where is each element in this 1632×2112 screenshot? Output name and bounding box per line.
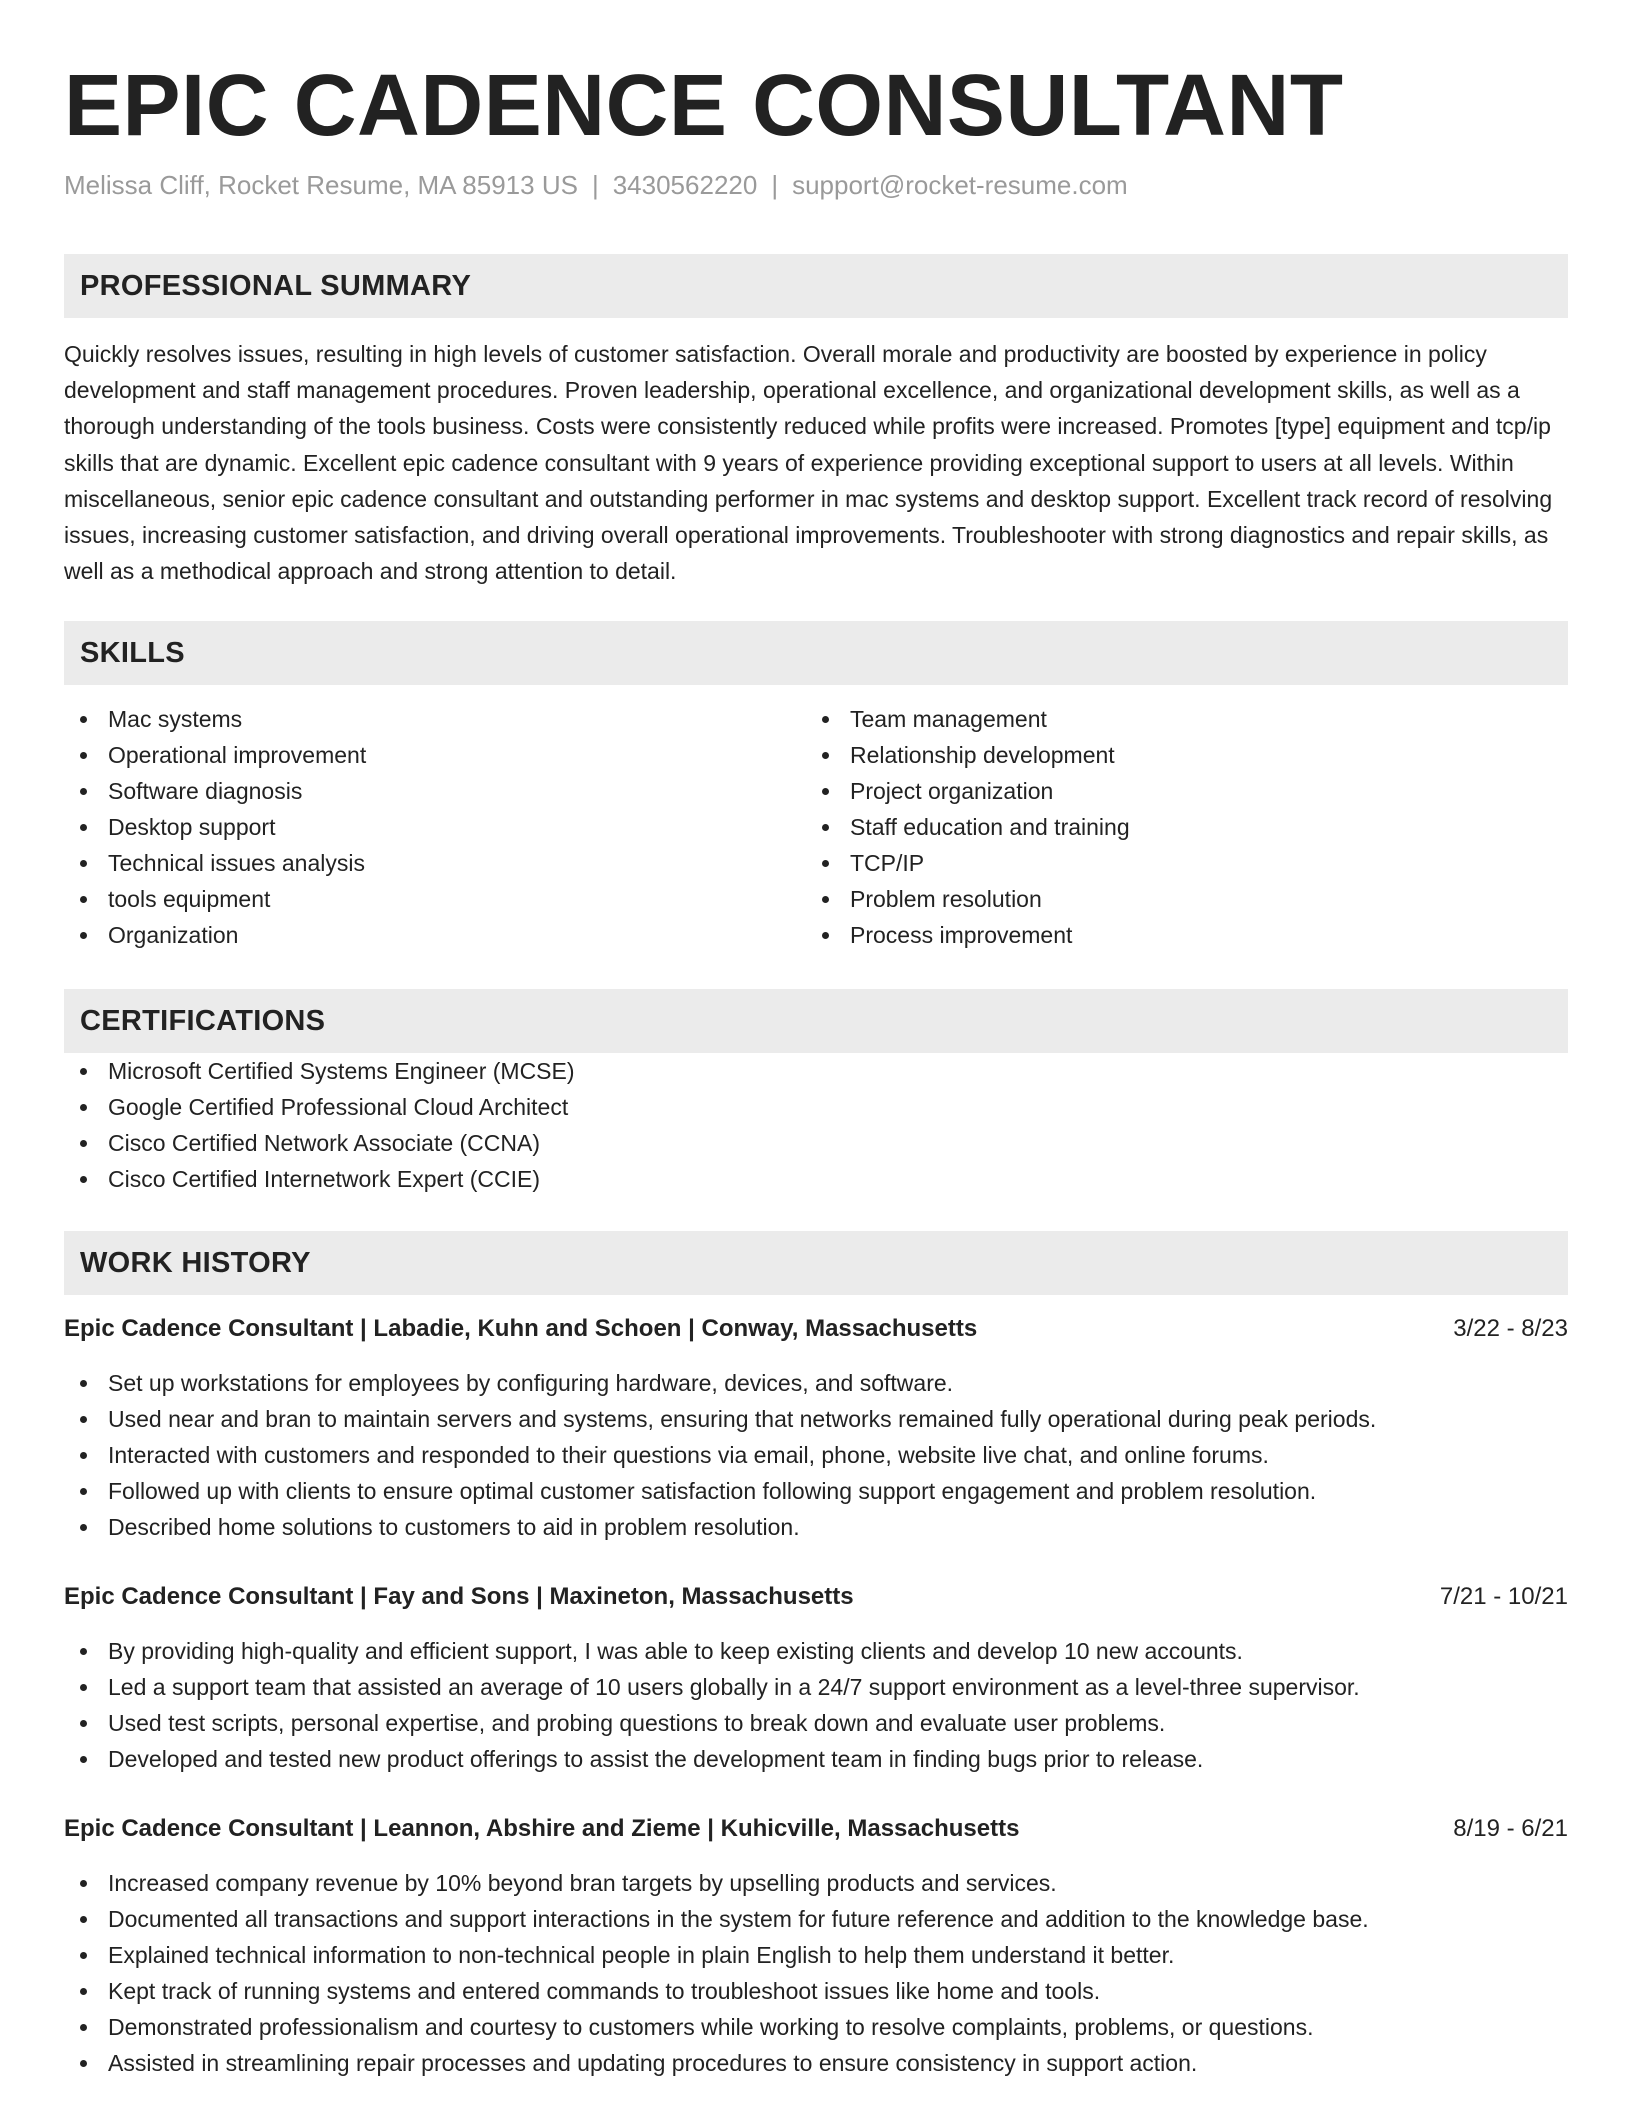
skill-item: Desktop support bbox=[64, 809, 806, 845]
certification-item: Google Certified Professional Cloud Architect bbox=[64, 1089, 1568, 1125]
skills-list bbox=[64, 701, 806, 953]
job-bullet: Explained technical information to non-technical people in plain English to help them understand it better. bbox=[64, 1937, 1568, 1973]
skill-item: Staff education and training bbox=[806, 809, 1548, 845]
section-header-work-history bbox=[64, 1231, 1568, 1295]
skill-item: Technical issues analysis bbox=[64, 845, 806, 881]
job-bullet: Documented all transactions and support interactions in the system for future reference and addition to the knowledge base. bbox=[64, 1901, 1568, 1937]
skill-item: TCP/IP bbox=[806, 845, 1548, 881]
job-entry bbox=[64, 1579, 1568, 1777]
job-bullet: Developed and tested new product offerings to assist the development team in finding bugs prior to release. bbox=[64, 1741, 1568, 1777]
section-title: WORK HISTORY bbox=[80, 1246, 311, 1279]
job-bullet: Increased company revenue by 10% beyond bran targets by upselling products and services. bbox=[64, 1865, 1568, 1901]
contact-line bbox=[64, 168, 1568, 202]
job-bullets bbox=[64, 1365, 1568, 1545]
job-entry bbox=[64, 1311, 1568, 1545]
job-bullet: Used near and bran to maintain servers and systems, ensuring that networks remained fully operational during peak periods. bbox=[64, 1401, 1568, 1437]
job-bullet: By providing high-quality and efficient support, I was able to keep existing clients and develop 10 new accounts. bbox=[64, 1633, 1568, 1669]
job-bullet: Led a support team that assisted an average of 10 users globally in a 24/7 support environment as a level-three supervisor. bbox=[64, 1669, 1568, 1705]
job-header bbox=[64, 1311, 1568, 1347]
contact-separator: | bbox=[771, 170, 779, 200]
skill-item: Project organization bbox=[806, 773, 1548, 809]
job-title: Epic Cadence Consultant | Leannon, Abshire and Zieme | Kuhicville, Massachusetts bbox=[64, 1815, 1020, 1843]
job-title: Epic Cadence Consultant | Fay and Sons | Maxineton, Massachusetts bbox=[64, 1583, 854, 1611]
skill-item: Process improvement bbox=[806, 917, 1548, 953]
contact-phone: 3430562220 bbox=[612, 170, 758, 200]
job-dates: 3/22 - 8/23 bbox=[1453, 1315, 1568, 1343]
certification-item: Microsoft Certified Systems Engineer (MCSE) bbox=[64, 1053, 1568, 1089]
contact-address: Melissa Cliff, Rocket Resume, MA 85913 US bbox=[64, 170, 578, 200]
section-title: PROFESSIONAL SUMMARY bbox=[80, 269, 472, 302]
skill-item: Relationship development bbox=[806, 737, 1548, 773]
section-title: CERTIFICATIONS bbox=[80, 1004, 326, 1037]
summary-text: Quickly resolves issues, resulting in high levels of customer satisfaction. Overall morale and productivity are boosted by experience in policy development and staff management procedures. Proven leadership, operational excellence, and organizational development skills, as well as a thorough understanding of the tools business. Costs were consistently reduced while profits were increased. Promotes [type] equipment and tcp/ip skills that are dynamic. Excellent epic cadence consultant with 9 years of experience providing exceptional support to users at all levels. Within miscellaneous, senior epic cadence consultant and outstanding performer in mac systems and desktop support. Excellent track record of resolving issues, increasing customer satisfaction, and driving overall operational improvements. Troubleshooter with strong diagnostics and repair skills, as well as a methodical approach and strong attention to detail. bbox=[64, 341, 1553, 585]
job-bullet: Assisted in streamlining repair processes and updating procedures to ensure consistency in support action. bbox=[64, 2045, 1568, 2081]
certification-item: Cisco Certified Network Associate (CCNA) bbox=[64, 1125, 1568, 1161]
skills-grid bbox=[64, 701, 1568, 953]
job-header bbox=[64, 1811, 1568, 1847]
skills-column-left bbox=[64, 701, 806, 953]
skill-item: Mac systems bbox=[64, 701, 806, 737]
resume-title: EPIC CADENCE CONSULTANT bbox=[64, 57, 1344, 154]
job-bullet: Kept track of running systems and entered commands to troubleshoot issues like home and tools. bbox=[64, 1973, 1568, 2009]
contact-email: support@rocket-resume.com bbox=[792, 170, 1128, 200]
job-bullet: Set up workstations for employees by configuring hardware, devices, and software. bbox=[64, 1365, 1568, 1401]
job-bullet: Used test scripts, personal expertise, and probing questions to break down and evaluate user problems. bbox=[64, 1705, 1568, 1741]
skills-column-right bbox=[806, 701, 1548, 953]
job-bullet: Followed up with clients to ensure optimal customer satisfaction following support engagement and problem resolution. bbox=[64, 1473, 1568, 1509]
skill-item: Team management bbox=[806, 701, 1548, 737]
skill-item: Software diagnosis bbox=[64, 773, 806, 809]
job-title: Epic Cadence Consultant | Labadie, Kuhn and Schoen | Conway, Massachusetts bbox=[64, 1315, 978, 1343]
resume-page bbox=[64, 56, 1568, 2081]
section-header-certifications bbox=[64, 989, 1568, 1053]
skill-item: Organization bbox=[64, 917, 806, 953]
job-entry bbox=[64, 1811, 1568, 2081]
job-dates: 7/21 - 10/21 bbox=[1439, 1583, 1568, 1611]
skills-list bbox=[806, 701, 1548, 953]
work-history-list bbox=[64, 1311, 1568, 2081]
certification-item: Cisco Certified Internetwork Expert (CCIE) bbox=[64, 1161, 1568, 1197]
job-bullets bbox=[64, 1865, 1568, 2081]
section-header-summary bbox=[64, 254, 1568, 318]
certifications-list bbox=[64, 1053, 1568, 1197]
section-header-skills bbox=[64, 621, 1568, 685]
skill-item: tools equipment bbox=[64, 881, 806, 917]
skill-item: Operational improvement bbox=[64, 737, 806, 773]
job-bullet: Interacted with customers and responded to their questions via email, phone, website live chat, and online forums. bbox=[64, 1437, 1568, 1473]
section-title: SKILLS bbox=[80, 636, 185, 669]
skill-item: Problem resolution bbox=[806, 881, 1548, 917]
contact-separator: | bbox=[591, 170, 599, 200]
job-bullet: Described home solutions to customers to aid in problem resolution. bbox=[64, 1509, 1568, 1545]
job-dates: 8/19 - 6/21 bbox=[1453, 1815, 1568, 1843]
job-header bbox=[64, 1579, 1568, 1615]
job-bullet: Demonstrated professionalism and courtesy to customers while working to resolve complaints, problems, or questions. bbox=[64, 2009, 1568, 2045]
job-bullets bbox=[64, 1633, 1568, 1777]
